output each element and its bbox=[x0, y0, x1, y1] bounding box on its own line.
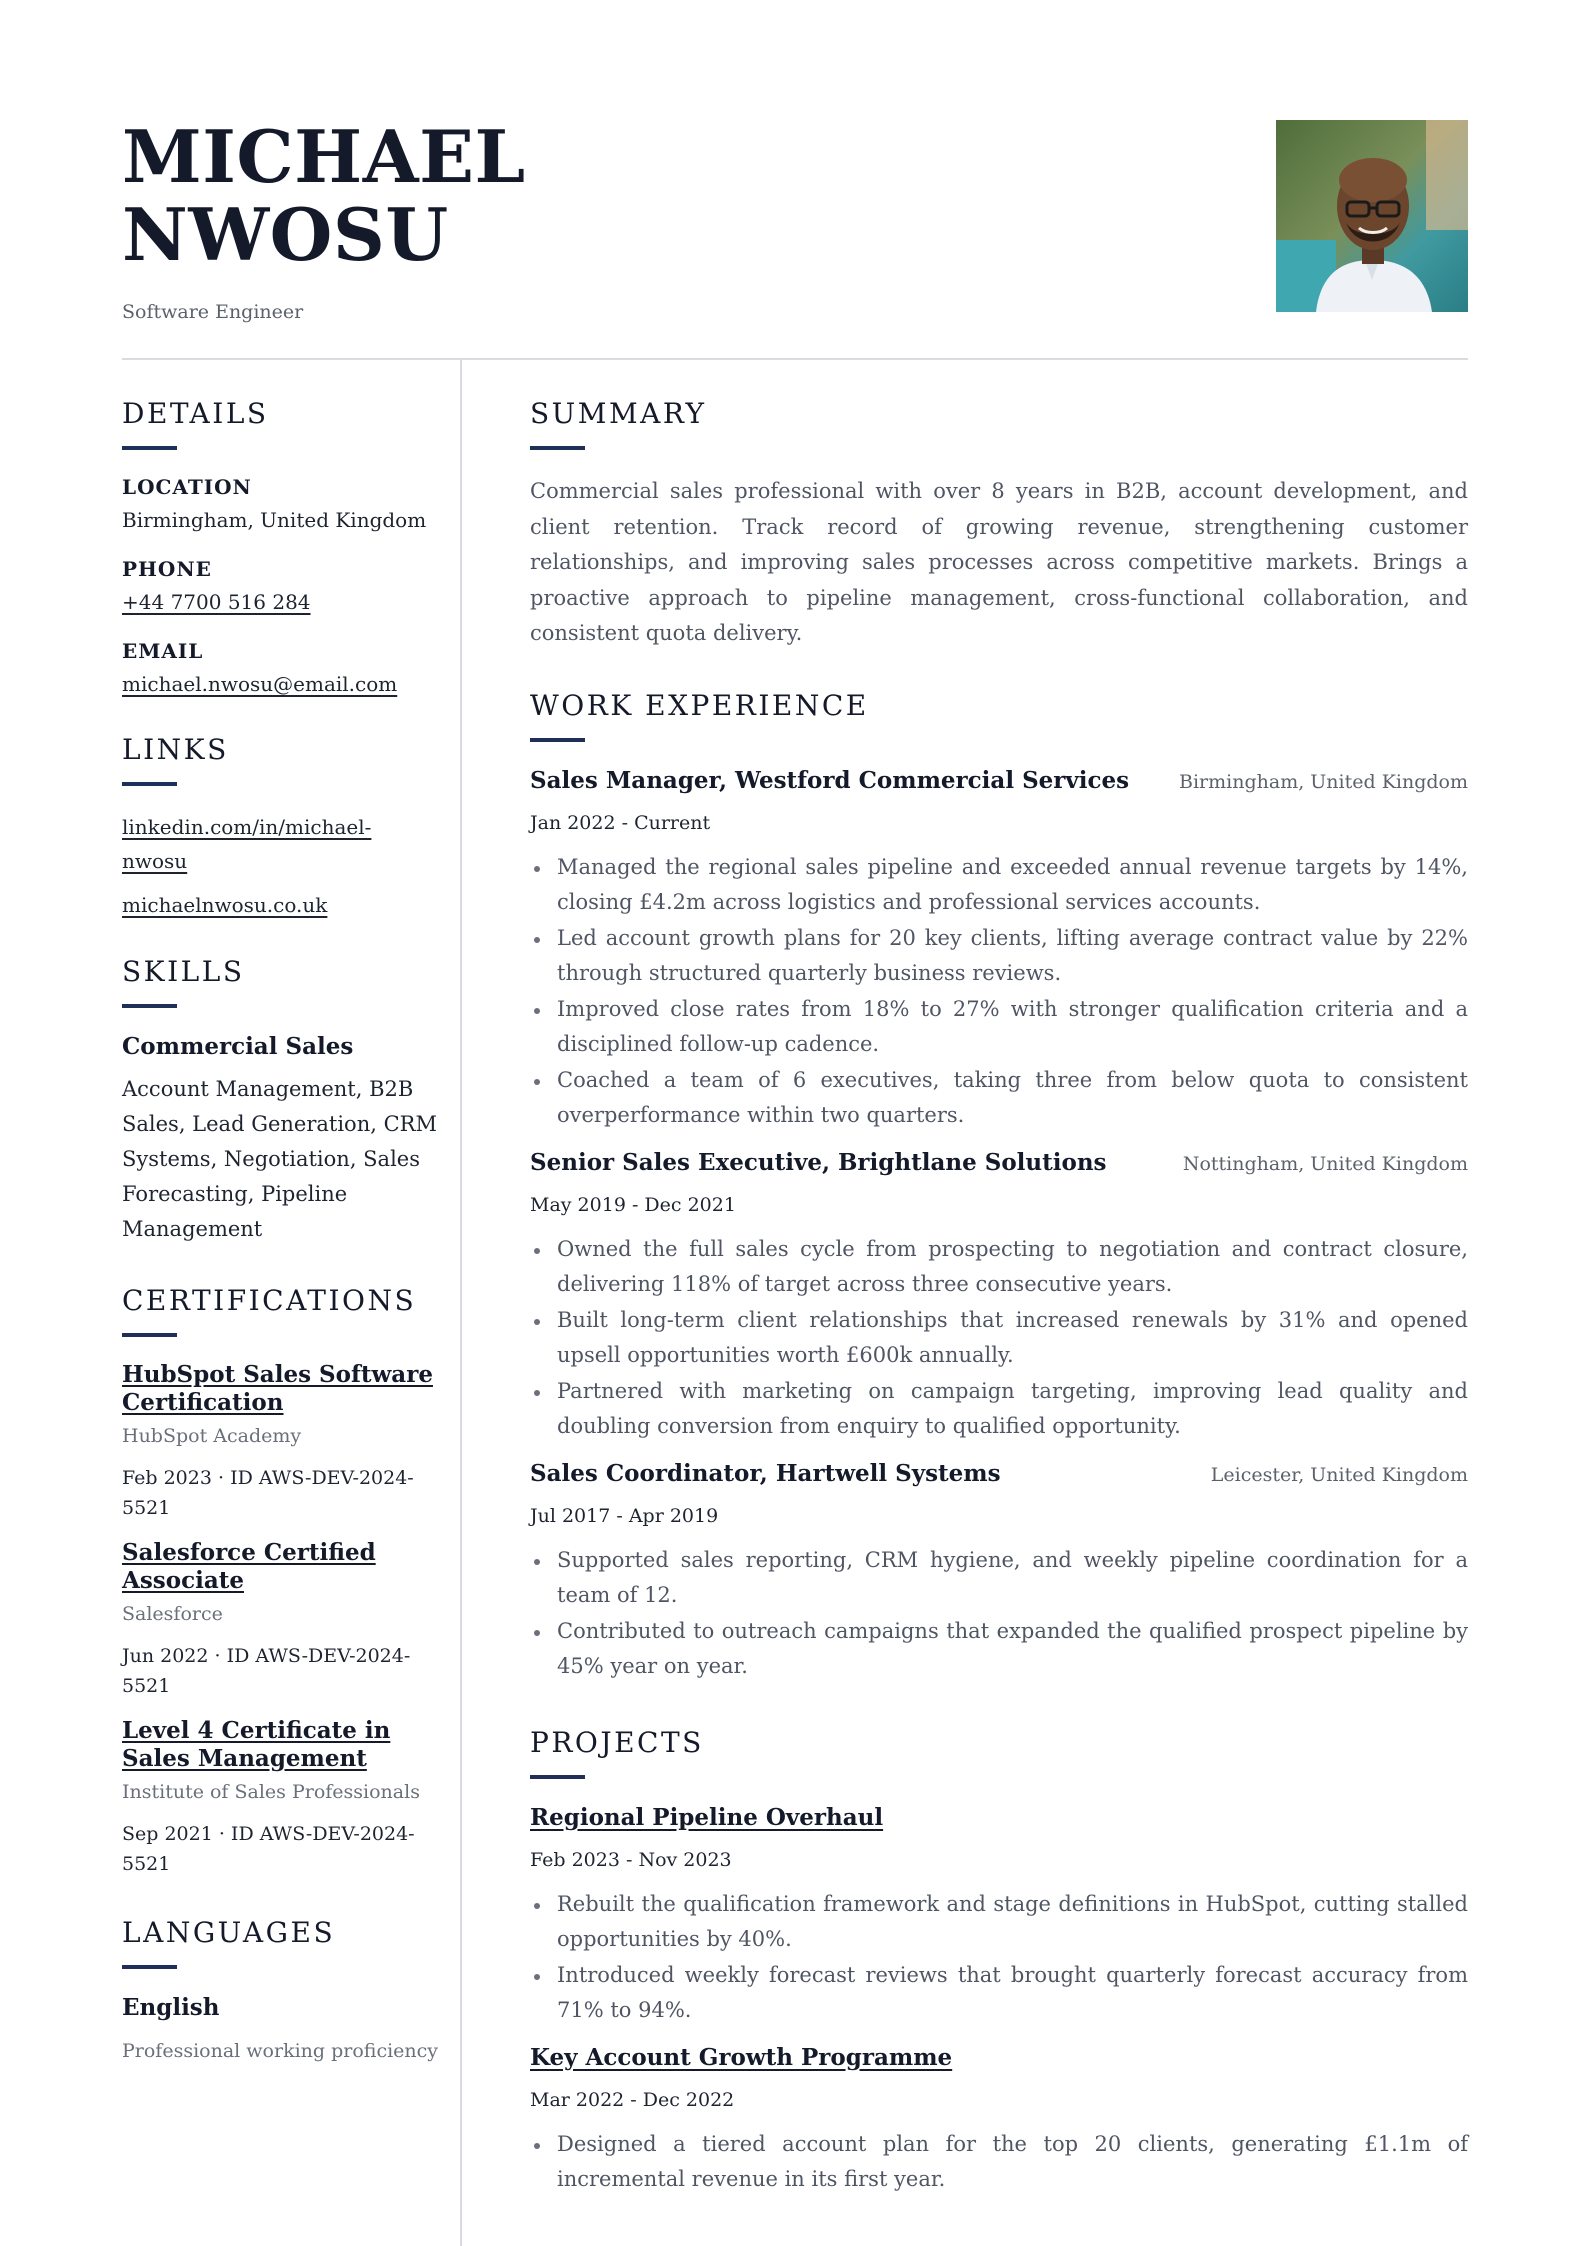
project-name[interactable]: Regional Pipeline Overhaul bbox=[530, 1803, 884, 1831]
profile-photo bbox=[1276, 120, 1468, 312]
job-role: Sales Coordinator, Hartwell Systems bbox=[530, 1459, 1001, 1487]
language-level: Professional working proficiency bbox=[122, 2040, 439, 2062]
job-dates: May 2019 - Dec 2021 bbox=[530, 1193, 736, 1216]
job-bullets bbox=[530, 1232, 1468, 1445]
profile-photo-image bbox=[1276, 120, 1468, 312]
candidate-name bbox=[122, 114, 1468, 277]
job-bullet: Supported sales reporting, CRM hygiene, and weekly pipeline coordination for a team of 12. bbox=[530, 1543, 1468, 1614]
project-bullets bbox=[530, 2127, 1468, 2198]
certifications-heading-underline bbox=[122, 1333, 177, 1337]
summary-heading: SUMMARY bbox=[530, 397, 707, 430]
first-name: MICHAEL bbox=[122, 114, 526, 199]
details-heading: DETAILS bbox=[122, 397, 269, 430]
phone-label: PHONE bbox=[122, 557, 212, 581]
email-label: EMAIL bbox=[122, 639, 204, 663]
job-bullet: Managed the regional sales pipeline and exceeded annual revenue targets by 14%, closing £4.2m across logistics and professional services accounts. bbox=[530, 850, 1468, 921]
main-content bbox=[530, 396, 1468, 2198]
job-entry bbox=[530, 1459, 1468, 1685]
location-label: LOCATION bbox=[122, 475, 252, 499]
linkedin-link-line-1: linkedin.com/in/michael- bbox=[122, 815, 372, 839]
project-bullet: Introduced weekly forecast reviews that brought quarterly forecast accuracy from 71% to 94%. bbox=[530, 1958, 1468, 2029]
certification-issuer: Salesforce bbox=[122, 1603, 223, 1625]
project-bullets bbox=[530, 1887, 1468, 2029]
projects-heading-underline bbox=[530, 1775, 585, 1779]
links-heading: LINKS bbox=[122, 733, 229, 766]
project-bullet: Designed a tiered account plan for the top 20 clients, generating £1.1m of incremental revenue in its first year. bbox=[530, 2127, 1468, 2198]
linkedin-link-line-2: nwosu bbox=[122, 849, 188, 873]
last-name: NWOSU bbox=[122, 192, 449, 277]
details-heading-underline bbox=[122, 446, 177, 450]
skills-heading: SKILLS bbox=[122, 955, 245, 988]
certification-name[interactable]: Level 4 Certificate in Sales Management bbox=[122, 1717, 391, 1772]
skills-heading-underline bbox=[122, 1004, 177, 1008]
job-entry bbox=[530, 766, 1468, 1134]
email-link[interactable]: michael.nwosu@email.com bbox=[122, 672, 398, 696]
project-name[interactable]: Key Account Growth Programme bbox=[530, 2043, 953, 2071]
certifications-heading: CERTIFICATIONS bbox=[122, 1284, 417, 1317]
job-role: Senior Sales Executive, Brightlane Solutions bbox=[530, 1148, 1107, 1176]
certification-name[interactable]: HubSpot Sales Software Certification bbox=[122, 1361, 433, 1416]
experience-heading: WORK EXPERIENCE bbox=[530, 688, 869, 722]
job-location: Nottingham, United Kingdom bbox=[1182, 1152, 1468, 1175]
column-divider bbox=[460, 359, 462, 2246]
project-dates: Mar 2022 - Dec 2022 bbox=[530, 2088, 735, 2111]
project-bullet: Rebuilt the qualification framework and stage definitions in HubSpot, cutting stalled opportunities by 40%. bbox=[530, 1887, 1468, 1958]
project-dates: Feb 2023 - Nov 2023 bbox=[530, 1848, 732, 1871]
job-role: Sales Manager, Westford Commercial Services bbox=[530, 766, 1130, 794]
certification-meta: Feb 2023 · ID AWS-DEV-2024-5521 bbox=[122, 1467, 414, 1519]
location-value: Birmingham, United Kingdom bbox=[122, 508, 427, 532]
phone-link[interactable]: +44 7700 516 284 bbox=[122, 590, 311, 614]
summary-heading-underline bbox=[530, 446, 585, 450]
certification-item bbox=[122, 1717, 452, 1879]
certification-item bbox=[122, 1539, 452, 1701]
certification-issuer: HubSpot Academy bbox=[122, 1425, 302, 1447]
job-bullet: Improved close rates from 18% to 27% with stronger qualification criteria and a disciplined follow-up cadence. bbox=[530, 992, 1468, 1063]
certification-item bbox=[122, 1361, 452, 1523]
projects-heading: PROJECTS bbox=[530, 1725, 704, 1759]
certification-meta: Jun 2022 · ID AWS-DEV-2024-5521 bbox=[122, 1645, 411, 1697]
job-location: Leicester, United Kingdom bbox=[1210, 1463, 1468, 1486]
job-bullet: Owned the full sales cycle from prospecting to negotiation and contract closure, delivering 118% of target across three consecutive years. bbox=[530, 1232, 1468, 1303]
job-bullets bbox=[530, 1543, 1468, 1685]
certification-meta: Sep 2021 · ID AWS-DEV-2024-5521 bbox=[122, 1823, 415, 1875]
resume-header bbox=[122, 114, 1468, 358]
job-bullet: Contributed to outreach campaigns that expanded the qualified prospect pipeline by 45% year on year. bbox=[530, 1614, 1468, 1685]
links-heading-underline bbox=[122, 782, 177, 786]
languages-heading: LANGUAGES bbox=[122, 1916, 336, 1949]
summary-text: Commercial sales professional with over 8 years in B2B, account development, and client retention. Track record of growing revenue, strengthening customer relationships, and improving sales processes across competitive markets. Brings a proactive approach to pipeline management, cross-functional collaboration, and consistent quota delivery. bbox=[530, 479, 1468, 645]
job-entry bbox=[530, 1148, 1468, 1445]
job-dates: Jul 2017 - Apr 2019 bbox=[530, 1504, 719, 1527]
job-bullet: Led account growth plans for 20 key clients, lifting average contract value by 22% through structured quarterly business reviews. bbox=[530, 921, 1468, 992]
job-location: Birmingham, United Kingdom bbox=[1179, 770, 1468, 793]
job-bullet: Built long-term client relationships that increased renewals by 31% and opened upsell opportunities worth £600k annually. bbox=[530, 1303, 1468, 1374]
language-name: English bbox=[122, 1994, 220, 2021]
header-divider bbox=[122, 358, 1468, 360]
job-bullets bbox=[530, 850, 1468, 1134]
linkedin-link[interactable] bbox=[122, 815, 371, 873]
skill-category: Commercial Sales bbox=[122, 1033, 354, 1060]
job-bullet: Partnered with marketing on campaign targeting, improving lead quality and doubling conversion from enquiry to qualified opportunity. bbox=[530, 1374, 1468, 1445]
project-entry bbox=[530, 2043, 1468, 2198]
job-dates: Jan 2022 - Current bbox=[530, 811, 711, 834]
experience-heading-underline bbox=[530, 738, 585, 742]
job-bullet: Coached a team of 6 executives, taking three from below quota to consistent overperformance within two quarters. bbox=[530, 1063, 1468, 1134]
candidate-job-title: Software Engineer bbox=[122, 301, 304, 323]
certification-issuer: Institute of Sales Professionals bbox=[122, 1781, 420, 1803]
certification-name[interactable]: Salesforce Certified Associate bbox=[122, 1539, 376, 1594]
website-link[interactable]: michaelnwosu.co.uk bbox=[122, 893, 328, 917]
linkedin-link-block bbox=[122, 810, 452, 878]
languages-heading-underline bbox=[122, 1965, 177, 1969]
sidebar bbox=[122, 396, 452, 2068]
skill-list: Account Management, B2B Sales, Lead Generation, CRM Systems, Negotiation, Sales Forecasting, Pipeline Management bbox=[122, 1077, 437, 1241]
project-entry bbox=[530, 1803, 1468, 2029]
